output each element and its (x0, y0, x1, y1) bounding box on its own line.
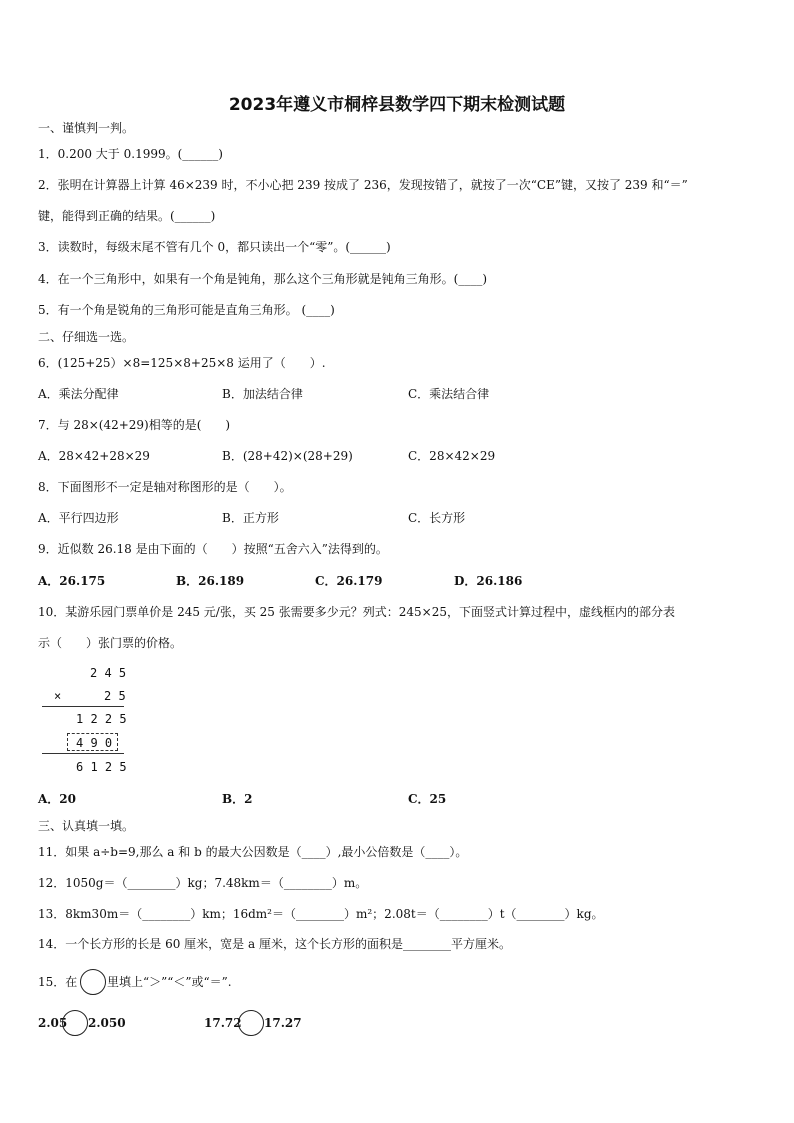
question-5: 5．有一个角是锐角的三角形可能是直角三角形。 (____) (38, 303, 335, 317)
section-heading-1: 一、谨慎判一判。 (38, 121, 135, 135)
question-8-option-b: B．正方形 (222, 511, 279, 525)
question-7-option-b: B．(28+42)×(28+29) (222, 449, 353, 463)
question-15-suffix: 里填上“＞”“＜”或“＝”. (107, 975, 232, 989)
compare-2-right: 17.27 (264, 1016, 302, 1030)
question-10-option-b: B．2 (222, 792, 253, 806)
page-title: 2023年遵义市桐梓县数学四下期末检测试题 (228, 95, 566, 115)
calc-times-sign: × (54, 689, 62, 703)
question-13: 13．8km30m＝（________）km；16dm²＝（________）m²；2.08t＝（________）t（________）kg。 (38, 907, 604, 921)
question-10-option-c: C．25 (408, 792, 447, 806)
question-7-option-a: A．28×42+28×29 (38, 449, 150, 463)
section-heading-2: 二、仔细选一选。 (38, 330, 135, 344)
compare-1-right: 2.050 (88, 1016, 126, 1030)
question-8: 8．下面图形不一定是轴对称图形的是（ ）。 (38, 480, 292, 494)
section-heading-3: 三、认真填一填。 (38, 819, 135, 833)
question-8-option-a: A．平行四边形 (38, 511, 119, 525)
question-7: 7．与 28×(42+29)相等的是( ) (38, 418, 231, 432)
calc-multiplicand: 2 4 5 (90, 666, 127, 680)
question-15-prefix: 15．在 (38, 975, 78, 989)
calc-partial-product-1: 1 2 2 5 (76, 712, 127, 726)
question-7-option-c: C．28×42×29 (408, 449, 496, 463)
compare-2-left: 17.72 (204, 1016, 242, 1030)
calc-result: 6 1 2 5 (76, 760, 127, 774)
question-6-option-a: A．乘法分配律 (38, 387, 119, 401)
calc-rule-1 (42, 706, 124, 707)
calc-multiplier: 2 5 (104, 689, 126, 703)
question-4: 4．在一个三角形中，如果有一个角是钝角，那么这个三角形就是钝角三角形。(____) (38, 272, 488, 286)
compare-2-circle (238, 1010, 264, 1036)
calc-partial-product-2: 4 9 0 (76, 736, 113, 750)
question-10-option-a: A．20 (38, 792, 77, 806)
answer-circle (80, 969, 106, 995)
question-2-line-2: 键，能得到正确的结果。(______) (38, 209, 216, 223)
question-9-option-c: C．26.179 (315, 574, 383, 588)
question-11: 11．如果 a÷b=9,那么 a 和 b 的最大公因数是（____）,最小公倍数是（____）。 (38, 845, 468, 859)
question-9: 9．近似数 26.18 是由下面的（ ）按照“五舍六入”法得到的。 (38, 542, 388, 556)
compare-1-left: 2.05 (38, 1016, 68, 1030)
question-8-option-c: C．长方形 (408, 511, 466, 525)
question-1: 1．0.200 大于 0.1999。(______) (38, 147, 223, 161)
compare-1-circle (62, 1010, 88, 1036)
question-9-option-a: A．26.175 (38, 574, 106, 588)
question-14: 14．一个长方形的长是 60 厘米，宽是 a 厘米，这个长方形的面积是________平方厘米。 (38, 937, 511, 951)
question-6: 6．(125+25）×8=125×8+25×8 运用了（ ）. (38, 356, 326, 370)
question-6-option-c: C．乘法结合律 (408, 387, 490, 401)
question-10-line-1: 10．某游乐园门票单价是 245 元/张，买 25 张需要多少元？列式：245×25，下面竖式计算过程中，虚线框内的部分表 (38, 605, 675, 619)
question-3: 3．读数时，每级末尾不管有几个 0，都只读出一个“零”。(______) (38, 240, 391, 254)
question-9-option-d: D．26.186 (454, 574, 523, 588)
question-10-line-2: 示（ ）张门票的价格。 (38, 636, 183, 650)
question-2-line-1: 2．张明在计算器上计算 46×239 时，不小心把 239 按成了 236，发现按错了，就按了一次“CE”键，又按了 239 和“＝” (38, 178, 688, 192)
question-9-option-b: B．26.189 (176, 574, 245, 588)
question-6-option-b: B．加法结合律 (222, 387, 303, 401)
calc-rule-2 (42, 753, 124, 754)
question-12: 12．1050g＝（________）kg；7.48km＝（________）m。 (38, 876, 368, 890)
